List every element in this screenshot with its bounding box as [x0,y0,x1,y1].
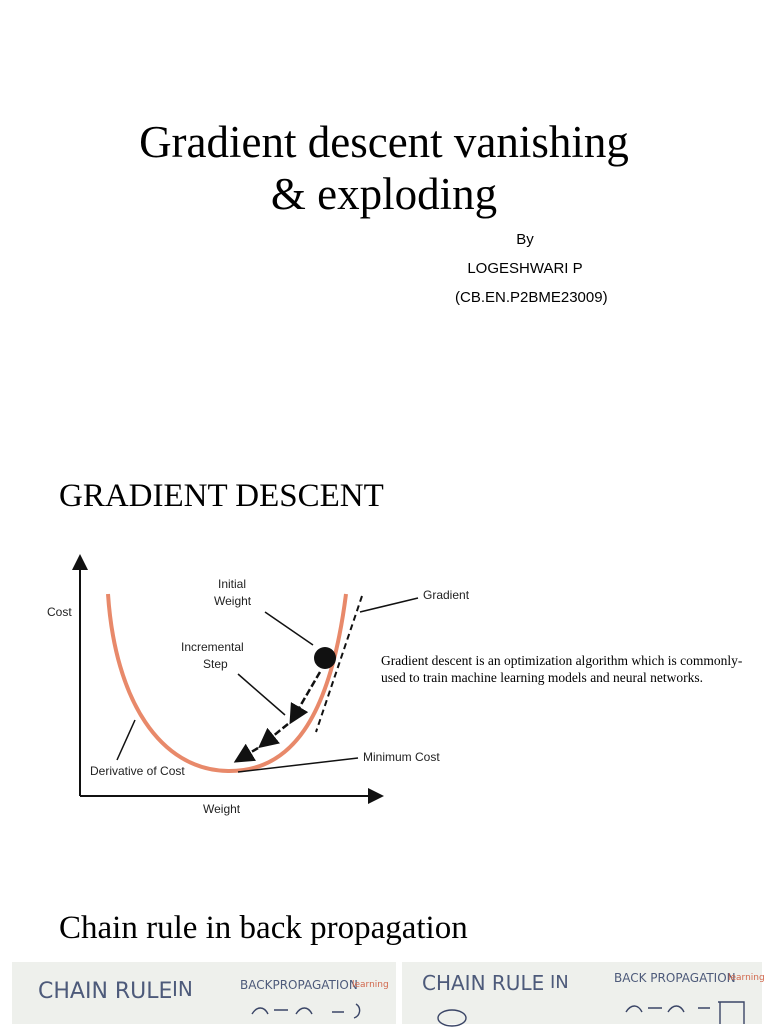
author-roll-number: (CB.EN.P2BME23009) [455,289,608,306]
gradient-descent-heading: GRADIENT DESCENT [59,478,384,514]
by-label: By [516,231,534,248]
initial-weight-ball [314,647,336,669]
chain-rule-heading: Chain rule in back propagation [59,910,468,946]
cost-axis-label: Cost [47,605,72,619]
wb-left-in: IN [172,977,193,1001]
wb-right-chain: CHAIN RULE [422,971,545,995]
minimum-cost-label: Minimum Cost [363,750,440,764]
incremental-step-label-2: Step [203,657,228,671]
weight-axis-label: Weight [203,802,241,816]
cost-curve [108,594,346,771]
initial-weight-label-1: Initial [218,577,247,591]
slide-title-line2: & exploding [270,169,498,219]
incremental-step-label-1: Incremental [181,640,244,654]
wb-right-note: learning [728,973,765,983]
whiteboard-photo-right [402,962,765,1024]
author-name: LOGESHWARI P [467,260,583,277]
derivative-of-cost-label: Derivative of Cost [90,764,185,778]
wb-left-back: BACKPROPAGATION [240,978,358,992]
initial-weight-label-2: Weight [214,594,252,608]
gradient-label: Gradient [423,588,470,602]
wb-right-in: IN [550,972,569,993]
wb-right-back: BACK PROPAGATION [614,971,736,985]
gradient-descent-description: Gradient descent is an optimization algorithm which is commonly-used to train machine learning models and neural networks. [381,653,743,685]
wb-left-note: learning [352,980,389,990]
wb-left-chain: CHAIN RULE [38,979,173,1004]
slide-title-line1: Gradient descent vanishing [139,117,629,167]
whiteboard-photo-left [12,962,396,1024]
